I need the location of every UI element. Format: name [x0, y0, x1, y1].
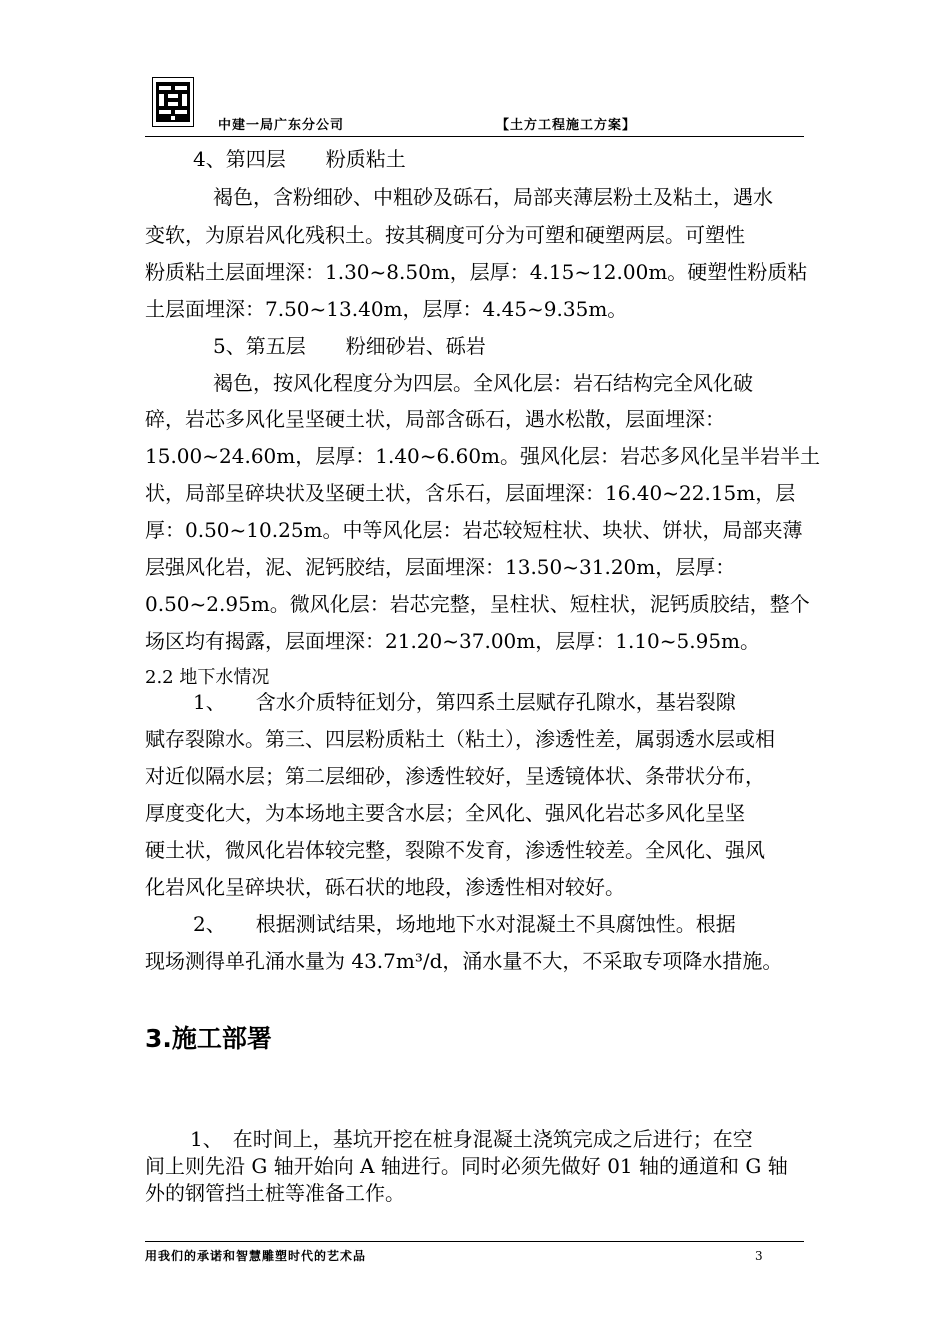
para-line: 褐色，按风化程度分为四层。全风化层：岩石结构完全风化破	[213, 371, 753, 395]
para-line: 0.50~2.95m。微风化层：岩芯完整，呈柱状、短柱状，泥钙质胶结，整个	[145, 592, 810, 616]
para-line: 赋存裂隙水。第三、四层粉质粘土（粘土），渗透性差，属弱透水层或相	[145, 727, 775, 751]
para-line: 碎，岩芯多风化呈坚硬土状，局部含砾石，遇水松散，层面埋深：	[145, 407, 725, 431]
para-line: 粉质粘土层面埋深：1.30~8.50m，层厚：4.15~12.00m。硬塑性粉质粘	[145, 260, 808, 284]
section-line: 外的钢管挡土桩等准备工作。	[145, 1181, 405, 1205]
section-heading: 3.施工部署	[145, 1024, 272, 1053]
footer-rule	[145, 1241, 804, 1242]
para-line: 现场测得单孔涌水量为 43.7m³/d，涌水量不大，不采取专项降水措施。	[145, 949, 783, 973]
para-line: 15.00~24.60m，层厚：1.40~6.60m。强风化层：岩芯多风化呈半岩半土	[145, 444, 821, 468]
para-line: 2、 根据测试结果，场地地下水对混凝土不具腐蚀性。根据	[193, 912, 736, 936]
company-logo	[152, 77, 194, 127]
header-rule	[145, 136, 804, 137]
para-line: 化岩风化呈碎块状，砾石状的地段，渗透性相对较好。	[145, 875, 625, 899]
para-line: 5、第五层 粉细砂岩、砾岩	[213, 334, 486, 358]
section-line: 1、 在时间上，基坑开挖在桩身混凝土浇筑完成之后进行；在空	[190, 1127, 753, 1151]
header-doc-title: 【土方工程施工方案】	[496, 118, 637, 133]
para-line: 4、第四层 粉质粘土	[193, 147, 406, 171]
para-line: 厚：0.50~10.25m。中等风化层：岩芯较短柱状、块状、饼状，局部夹薄	[145, 518, 803, 542]
para-line: 土层面埋深：7.50~13.40m，层厚：4.45~9.35m。	[145, 297, 628, 321]
para-line: 硬土状，微风化岩体较完整，裂隙不发育，渗透性较差。全风化、强风	[145, 838, 765, 862]
para-line: 褐色，含粉细砂、中粗砂及砾石，局部夹薄层粉土及粘土，遇水	[213, 185, 773, 209]
para-line: 变软，为原岩风化残积土。按其稠度可分为可塑和硬塑两层。可塑性	[145, 223, 745, 247]
para-line: 场区均有揭露，层面埋深：21.20~37.00m，层厚：1.10~5.95m。	[145, 629, 761, 653]
para-line: 厚度变化大，为本场地主要含水层；全风化、强风化岩芯多风化呈坚	[145, 801, 745, 825]
footer-slogan: 用我们的承诺和智慧雕塑时代的艺术品	[145, 1249, 367, 1263]
subsection-heading: 2.2 地下水情况	[145, 667, 270, 688]
para-line: 层强风化岩，泥、泥钙胶结，层面埋深：13.50~31.20m，层厚：	[145, 555, 736, 579]
para-line: 对近似隔水层；第二层细砂，渗透性较好，呈透镜体状、条带状分布，	[145, 764, 765, 788]
page-number: 3	[755, 1249, 764, 1263]
para-line: 1、 含水介质特征划分，第四系土层赋存孔隙水，基岩裂隙	[193, 690, 736, 714]
section-line: 间上则先沿 G 轴开始向 A 轴进行。同时必须先做好 01 轴的通道和 G 轴	[145, 1154, 788, 1178]
header-company: 中建一局广东分公司	[218, 118, 345, 133]
para-line: 状，局部呈碎块状及坚硬土状，含乐石，层面埋深：16.40~22.15m，层	[145, 481, 796, 505]
